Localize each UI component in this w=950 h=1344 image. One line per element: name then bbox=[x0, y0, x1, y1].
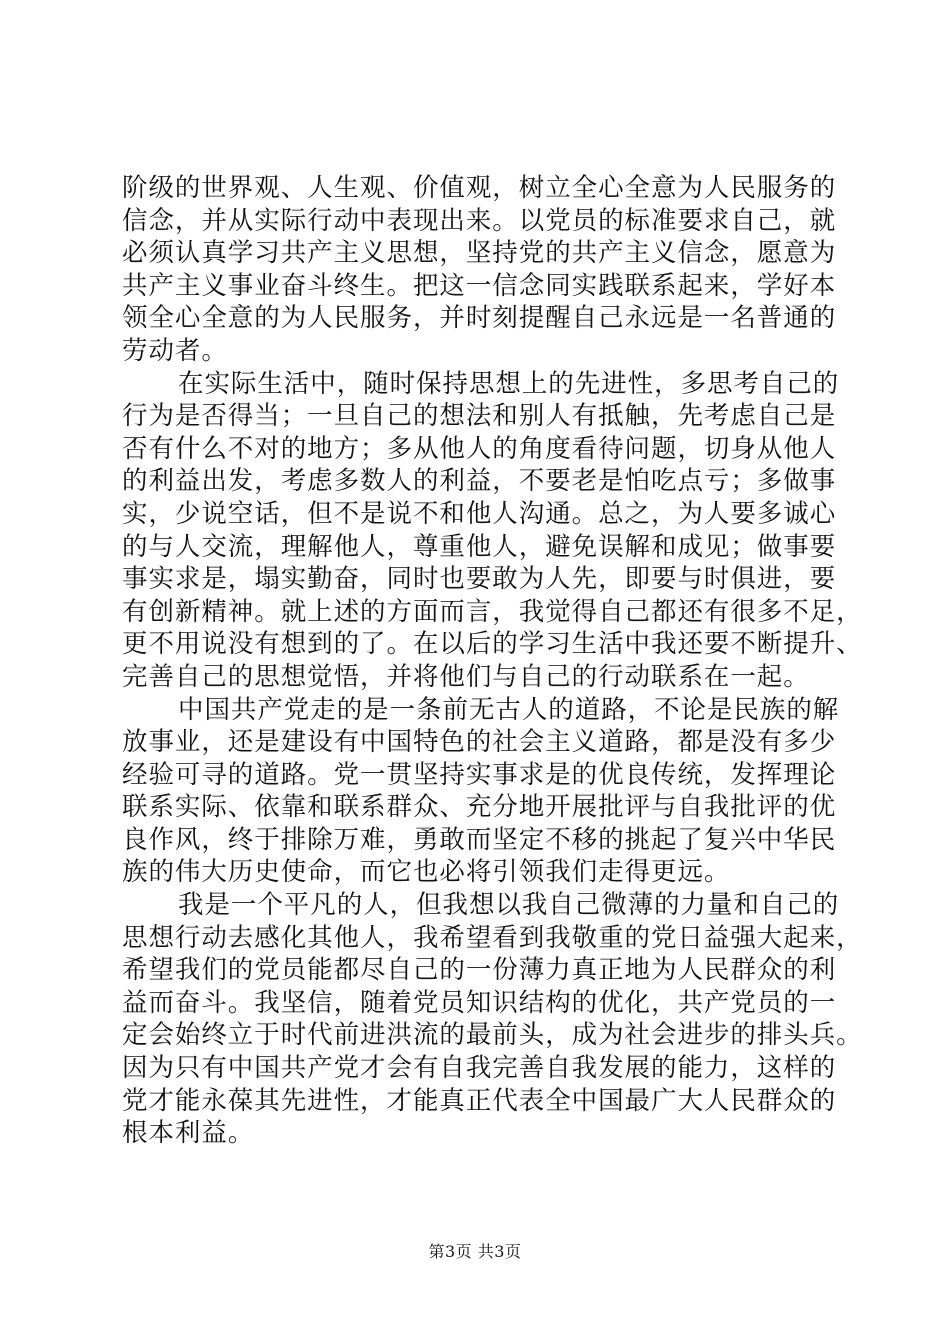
text-line: 的与人交流，理解他人，尊重他人，避免误解和成见；做事要 bbox=[122, 531, 837, 562]
text-line: 更不用说没有想到的了。在以后的学习生活中我还要不断提升、 bbox=[122, 629, 863, 660]
text-line: 定会始终立于时代前进洪流的最前头，成为社会进步的排头兵。 bbox=[122, 1020, 863, 1051]
text-line: 有创新精神。就上述的方面而言，我觉得自己都还有很多不足， bbox=[122, 596, 863, 627]
text-line: 劳动者。 bbox=[122, 335, 228, 366]
text-line: 我是一个平凡的人，但我想以我自己微薄的力量和自己的 bbox=[178, 890, 840, 921]
text-line: 阶级的世界观、人生观、价值观，树立全心全意为人民服务的 bbox=[122, 173, 837, 203]
text-line: 信念，并从实际行动中表现出来。以党员的标准要求自己，就 bbox=[122, 205, 837, 236]
document-body bbox=[122, 172, 863, 1150]
text-line: 领全心全意的为人民服务，并时刻提醒自己永远是一名普通的 bbox=[122, 303, 837, 334]
text-line: 必须认真学习共产主义思想，坚持党的共产主义信念，愿意为 bbox=[122, 238, 837, 269]
text-line: 根本利益。 bbox=[122, 1118, 255, 1149]
text-line: 完善自己的思想觉悟，并将他们与自己的行动联系在一起。 bbox=[122, 661, 810, 692]
text-line: 中国共产党走的是一条前无古人的道路，不论是民族的解 bbox=[178, 694, 840, 725]
text-line: 经验可寻的道路。党一贯坚持实事求是的优良传统，发挥理论 bbox=[122, 759, 837, 790]
text-line: 否有什么不对的地方；多从他人的角度看待问题，切身从他人 bbox=[122, 433, 837, 464]
text-line: 良作风，终于排除万难，勇敢而坚定不移的挑起了复兴中华民 bbox=[122, 824, 837, 855]
text-line: 因为只有中国共产党才会有自我完善自我发展的能力，这样的 bbox=[122, 1053, 837, 1084]
page-footer: 第3页 共3页 bbox=[428, 1242, 522, 1261]
text-line: 放事业，还是建设有中国特色的社会主义道路，都是没有多少 bbox=[122, 727, 837, 758]
text-line: 在实际生活中，随时保持思想上的先进性，多思考自己的 bbox=[178, 368, 840, 399]
text-line: 实，少说空话，但不是说不和他人沟通。总之，为人要多诚心 bbox=[122, 498, 837, 529]
text-line: 思想行动去感化其他人，我希望看到我敬重的党日益强大起来， bbox=[122, 922, 863, 953]
text-line: 联系实际、依靠和联系群众、充分地开展批评与自我批评的优 bbox=[122, 792, 837, 823]
text-line: 行为是否得当；一旦自己的想法和别人有抵触，先考虑自己是 bbox=[122, 401, 837, 432]
text-line: 益而奋斗。我坚信，随着党员知识结构的优化，共产党员的一 bbox=[122, 987, 837, 1018]
text-line: 族的伟大历史使命，而它也必将引领我们走得更远。 bbox=[122, 857, 731, 888]
text-line: 希望我们的党员能都尽自己的一份薄力真正地为人民群众的利 bbox=[122, 955, 837, 986]
text-line: 的利益出发，考虑多数人的利益，不要老是怕吃点亏；多做事 bbox=[122, 466, 837, 497]
text-line: 党才能永葆其先进性，才能真正代表全中国最广大人民群众的 bbox=[122, 1085, 837, 1116]
text-line: 共产主义事业奋斗终生。把这一信念同实践联系起来，学好本 bbox=[122, 270, 837, 301]
text-line: 事实求是，塌实勤奋，同时也要敢为人先，即要与时俱进，要 bbox=[122, 564, 837, 595]
